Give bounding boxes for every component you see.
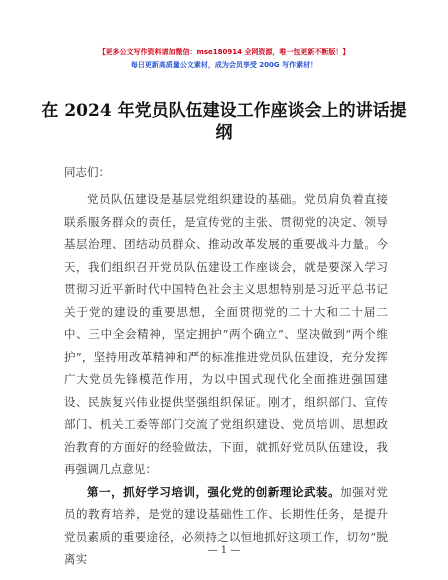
paragraph-intro: 党员队伍建设是基层党组织建设的基础。党员肩负着直接联系服务群众的责任，是宣传党的主张、贯彻党的决定、领导基层治理、团结动员群众、推动改革发展的重要战斗力量。今天，我们组织召开党员队伍建设工作座谈会，就是要深入学习贯彻习近平新时代中国特色社会主义思想特别是习近平总书记关于党的建设的重要思想，全面贯彻党的二十大和二十届二中、三中全会精神，坚定拥护“两个确立”、坚决做到“两个维护”，坚持用改革精神和严的标准推进党员队伍建设，充分发挥广大党员先锋模范作用，为以中国式现代化全面推进强国建设、民族复兴伟业提供坚强组织保证。刚才，组织部门、宣传部门、机关工委等部门交流了党组织建设、党员培训、思想政治教育的方面好的经验做法，下面，就抓好党员队伍建设，我再强调几点意见： (64, 192, 388, 476)
page-number: — 1 — (207, 545, 241, 556)
promo-banner-line-2: 每日更新高质量公文素材，成为会员享受 200G 写作素材！ (130, 61, 318, 69)
promo-banner-line-1: 【更多公文写作资料请加微信：mse180914 全网资源，唯一包更新不断版！】 (98, 48, 350, 56)
section-1-heading: 第一，抓好学习培训，强化党的创新理论武装。 (87, 484, 341, 499)
section-1-text: 加强对党员的教育培养，是党的建设基础性工作、长期性任务，是提升党员素质的重要途径，必须持之以恒地抓好这项工作，切勿“脱离实 (64, 484, 388, 566)
document-body (64, 188, 388, 571)
document-title: 在 2024 年党员队伍建设工作座谈会上的讲话提纲 (41, 101, 407, 143)
salutation: 同志们： (64, 165, 110, 179)
paragraph-section-1 (64, 481, 388, 571)
